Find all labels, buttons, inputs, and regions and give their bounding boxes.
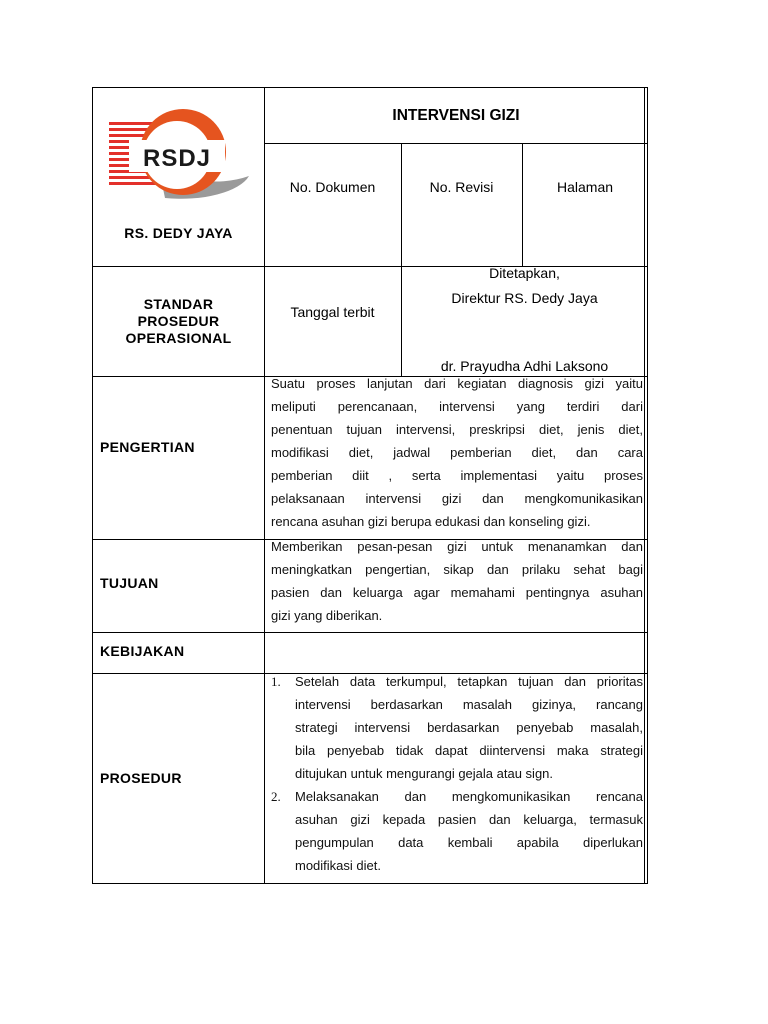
step-line: pengumpulan data kembali apabila diperlukan — [295, 835, 643, 850]
step-line: strategi intervensi berdasarkan penyebab masalah, — [295, 720, 643, 735]
tujuan-row-divider — [93, 632, 647, 633]
sop-label-line-3: OPERASIONAL — [125, 329, 232, 346]
step-line: Setelah data terkumpul, tetapkan tujuan dan prioritas — [295, 674, 643, 689]
pengertian-line: rencana asuhan gizi berupa edukasi dan konseling gizi. — [271, 514, 591, 529]
pengertian-line: pemberian diit , serta implementasi yaitu proses — [271, 468, 643, 483]
prosedur-steps — [264, 670, 643, 877]
list-item — [264, 670, 643, 785]
hospital-name: RS. DEDY JAYA — [124, 225, 233, 241]
step-line: intervensi berdasarkan masalah gizinya, rancang — [295, 697, 643, 712]
approval-established: Ditetapkan, — [489, 265, 560, 281]
step-line: Melaksanakan dan mengkomunikasikan rencana — [295, 789, 643, 804]
approval-cell — [401, 266, 648, 376]
step-line: ditujukan untuk mengurangi gejala atau sign. — [295, 766, 554, 781]
sop-label-line-2: PROSEDUR — [137, 312, 220, 329]
pengertian-line: pelaksanaan intervensi gizi dan mengkomunikasikan — [271, 491, 643, 506]
logo-cell — [93, 88, 264, 266]
tujuan-line: Memberikan pesan-pesan gizi untuk menanamkan dan — [271, 539, 643, 554]
step-number: 2. — [271, 789, 281, 804]
pengertian-line: meliputi perencanaan, intervensi yang terdiri dari — [271, 399, 643, 414]
step-number: 1. — [271, 674, 281, 689]
step-line: bila penyebab tidak dapat diintervensi maka strategi — [295, 743, 643, 758]
sop-label-line-1: STANDAR — [143, 295, 214, 312]
doc-number-label: No. Dokumen — [289, 179, 376, 195]
header-col-divider-1 — [401, 143, 402, 267]
pengertian-line: modifikasi diet, jadwal pemberian diet, dan cara — [271, 445, 643, 460]
tujuan-line: pasien dan keluarga agar memahami pentingnya asuhan — [271, 585, 643, 600]
hospital-logo — [107, 100, 257, 210]
kebijakan-label: KEBIJAKAN — [100, 643, 185, 659]
tujuan-line: meningkatkan pengertian, sikap dan prilaku sehat bagi — [271, 562, 643, 577]
tujuan-text — [271, 535, 643, 627]
issue-date-label: Tanggal terbit — [290, 304, 375, 320]
step-line: modifikasi diet. — [295, 858, 381, 873]
pengertian-line: penentuan tujuan intervensi, preskripsi diet, jenis diet, — [271, 422, 643, 437]
prosedur-label: PROSEDUR — [100, 770, 182, 786]
header-col-divider-2 — [522, 143, 523, 267]
step-line: asuhan gizi kepada pasien dan keluarga, termasuk — [295, 812, 643, 827]
sop-document-table — [92, 87, 648, 884]
list-item — [264, 785, 643, 877]
sop-label — [93, 266, 264, 376]
approval-signatory: dr. Prayudha Adhi Laksono — [440, 358, 609, 374]
pengertian-label: PENGERTIAN — [100, 439, 195, 455]
pengertian-line: Suatu proses lanjutan dari kegiatan diagnosis gizi yaitu — [271, 376, 643, 391]
page-label: Halaman — [556, 179, 614, 195]
tujuan-label: TUJUAN — [100, 575, 159, 591]
revision-number-label: No. Revisi — [429, 179, 494, 195]
logo-text: RSDJ — [142, 145, 212, 172]
tujuan-line: gizi yang diberikan. — [271, 608, 383, 623]
document-title: INTERVENSI GIZI — [392, 107, 520, 124]
approval-position: Direktur RS. Dedy Jaya — [451, 290, 598, 306]
title-row-divider — [264, 143, 647, 144]
pengertian-text — [271, 372, 643, 533]
